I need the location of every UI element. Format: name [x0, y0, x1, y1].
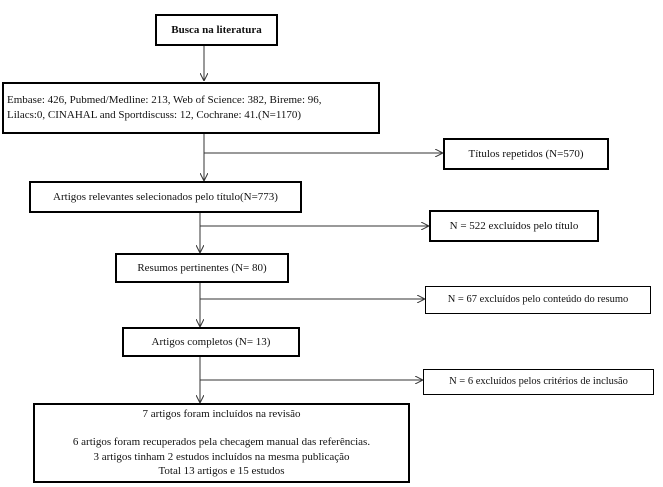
complete-articles-box	[122, 327, 300, 357]
excluded-by-criteria-label: N = 6 excluídos pelos critérios de inclusão	[449, 376, 628, 388]
excluded-by-criteria-box	[423, 369, 654, 395]
search-box	[155, 14, 278, 46]
pertinent-abstracts-box	[115, 253, 289, 283]
final-manual-check-line: 6 artigos foram recuperados pela checagem manual das referências.	[72, 435, 371, 448]
relevant-by-title-box	[29, 181, 302, 213]
final-total-line: Total 13 artigos e 15 estudos	[158, 465, 285, 478]
databases-line-2: Lilacs:0, CINAHAL and Sportdiscuss: 12, Cochrane: 41.(N=1170)	[7, 109, 302, 121]
repeated-titles-box	[443, 138, 609, 170]
excluded-by-title-label: N = 522 excluídos pelo título	[449, 219, 579, 232]
databases-line-1: Embase: 426, Pubmed/Medline: 213, Web of Science: 382, Bireme: 96,	[7, 94, 322, 107]
excluded-by-abstract-label: N = 67 excluídos pelo conteúdo do resumo	[447, 294, 629, 306]
pertinent-abstracts-label: Resumos pertinentes (N= 80)	[137, 261, 267, 274]
final-included-line: 7 artigos foram incluídos na revisão	[142, 408, 301, 421]
complete-articles-label: Artigos completos (N= 13)	[151, 335, 271, 348]
excluded-by-title-box	[429, 210, 599, 242]
databases-box	[2, 82, 380, 134]
search-label: Busca na literatura	[171, 23, 262, 36]
excluded-by-abstract-box	[425, 286, 651, 314]
final-result-box	[33, 403, 410, 483]
final-two-studies-line: 3 artigos tinham 2 estudos incluídos na mesma publicação	[93, 450, 350, 463]
relevant-by-title-label: Artigos relevantes selecionados pelo título(N=773)	[53, 190, 278, 203]
repeated-titles-label: Títulos repetidos (N=570)	[468, 147, 584, 160]
